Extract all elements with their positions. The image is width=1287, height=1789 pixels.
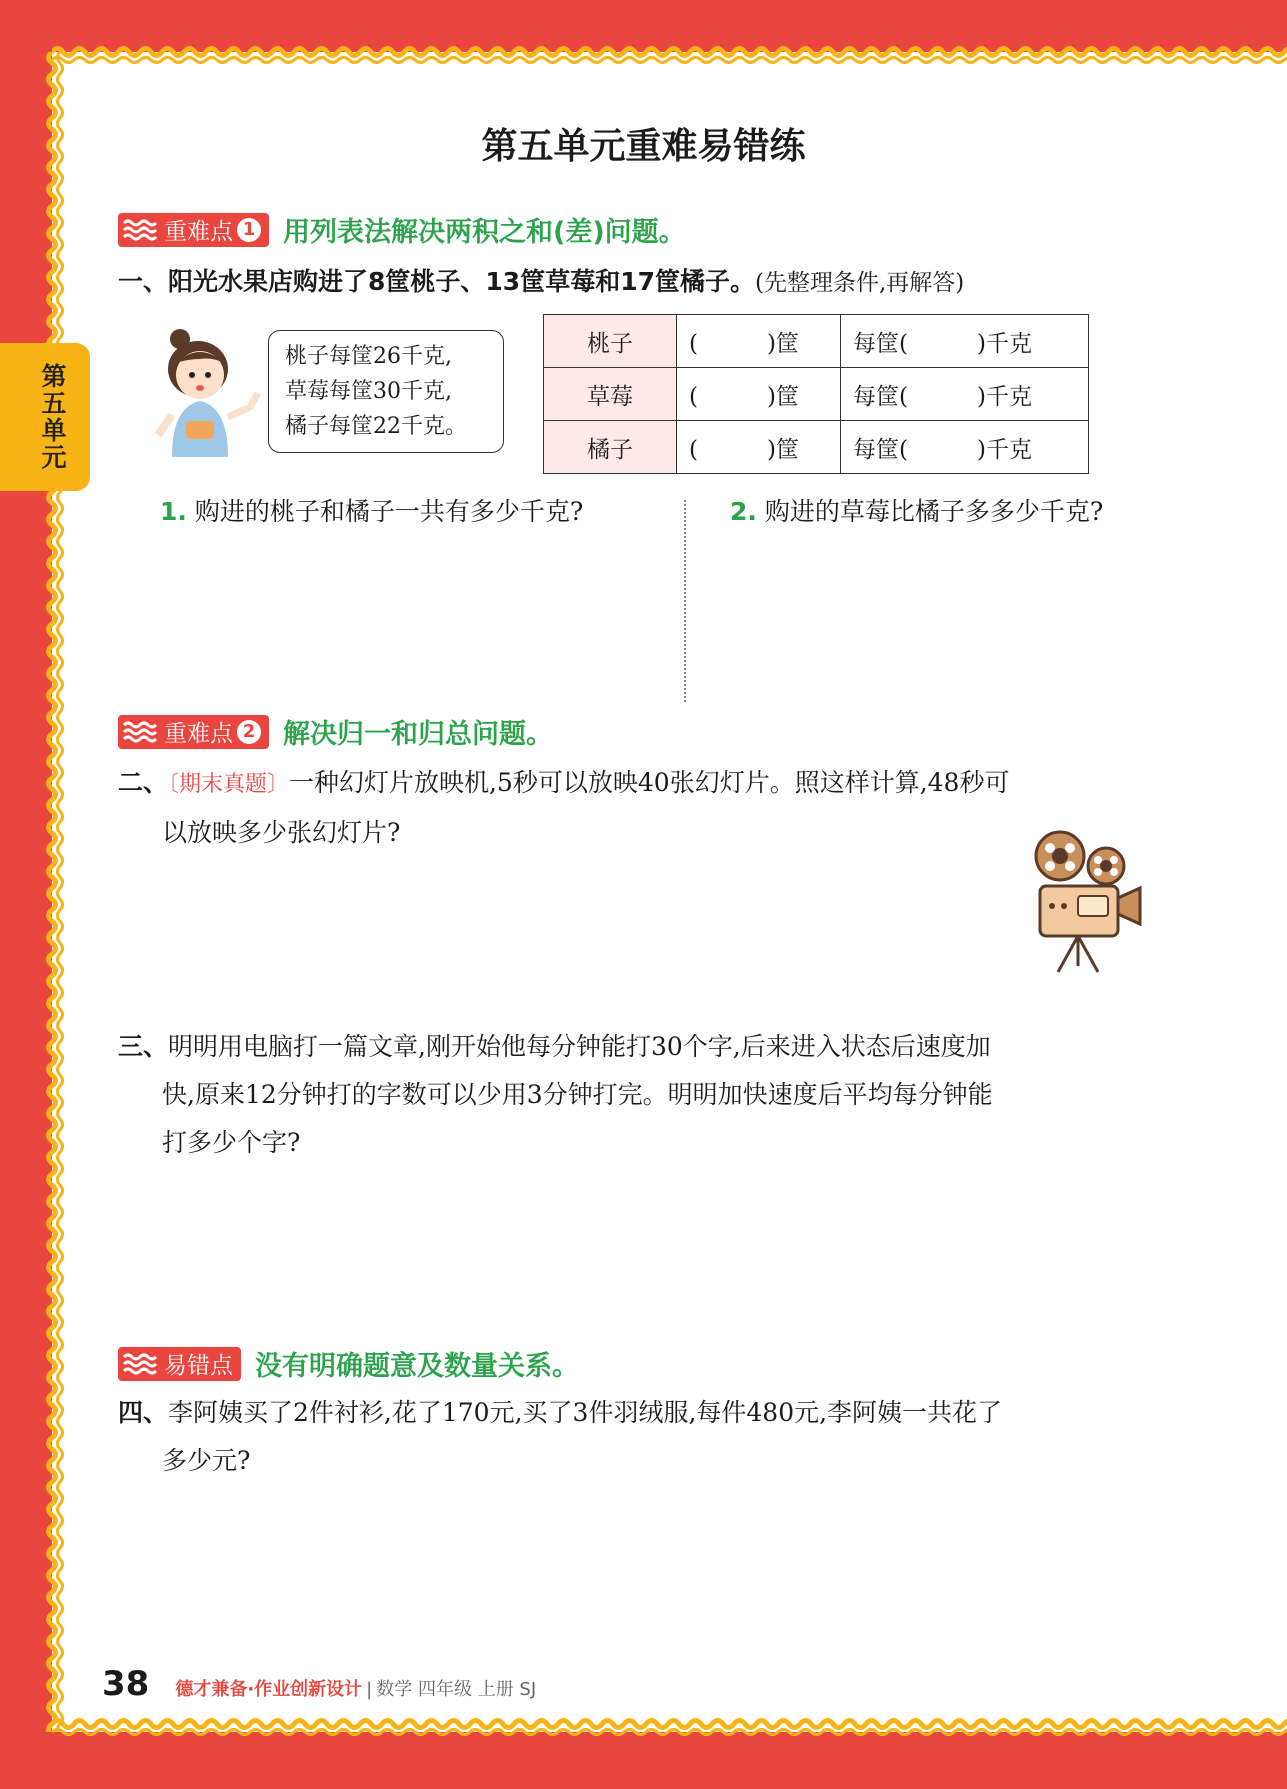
section-heading-3: 没有明确题意及数量关系。 xyxy=(255,1351,579,1382)
section-heading-2: 解决归一和归总问题。 xyxy=(283,719,553,750)
wavy-border-bottom xyxy=(52,1714,1287,1744)
table-row xyxy=(544,421,1089,474)
wave-lines-icon xyxy=(122,1351,158,1377)
dotted-divider xyxy=(684,500,686,702)
subquestion-1-number: 1. xyxy=(160,497,187,526)
section-heading-1: 用列表法解决两积之和(差)问题。 xyxy=(283,217,686,248)
girl-illustration xyxy=(150,325,265,460)
section-header-1 xyxy=(118,210,686,249)
question-4 xyxy=(118,1389,1002,1485)
exam-badge: 〔期末真题〕 xyxy=(168,772,290,797)
unit-side-tab-label: 第五单元 xyxy=(38,363,67,471)
key-point-tag-label: 重难点 xyxy=(164,721,233,747)
table-cell-weight[interactable]: 每筐( )千克 xyxy=(841,421,1089,474)
page-title: 第五单元重难易错练 xyxy=(481,126,806,167)
question-2-prefix: 二、 xyxy=(118,768,169,797)
wavy-border-left xyxy=(38,52,68,1732)
section-header-3 xyxy=(118,1344,579,1383)
wave-lines-icon xyxy=(122,719,158,745)
footer-brand: 德才兼备·作业创新设计 xyxy=(175,1679,363,1700)
table-cell-weight[interactable]: 每筐( )千克 xyxy=(841,368,1089,421)
footer-subject: 数学 四年级 上册 SJ xyxy=(376,1679,537,1700)
bubble-line-2: 草莓每筐30千克, xyxy=(285,379,452,404)
question-4-prefix: 四、 xyxy=(118,1398,169,1427)
wave-lines-icon xyxy=(122,217,158,243)
key-point-tag-1 xyxy=(118,213,269,247)
bubble-line-1: 桃子每筐26千克, xyxy=(285,344,452,369)
page-number: 38 xyxy=(102,1664,150,1704)
key-point-tag-number: 1 xyxy=(237,218,261,242)
table-cell-weight[interactable]: 每筐( )千克 xyxy=(841,315,1089,368)
subquestion-2-text: 购进的草莓比橘子多多少千克? xyxy=(764,497,1104,526)
subquestion-1 xyxy=(160,488,583,536)
key-point-tag-number: 2 xyxy=(237,720,261,744)
table-row xyxy=(544,368,1089,421)
wavy-border-top xyxy=(52,38,1287,68)
subquestion-2-number: 2. xyxy=(730,497,757,526)
page-footer xyxy=(102,1664,536,1704)
unit-side-tab xyxy=(0,343,90,491)
table-cell-name: 草莓 xyxy=(544,368,677,421)
key-point-tag-2 xyxy=(118,715,269,749)
question-2 xyxy=(118,759,1009,857)
error-prone-tag xyxy=(118,1347,241,1381)
speech-bubble xyxy=(268,330,504,453)
question-3-line-2: 快,原来12分钟打的字数可以少用3分钟打完。明明加快速度后平均每分钟能 xyxy=(162,1080,993,1109)
footer-separator: | xyxy=(366,1679,373,1700)
question-1 xyxy=(118,262,964,298)
question-3-prefix: 三、 xyxy=(118,1032,169,1061)
table-cell-count[interactable]: ( )筐 xyxy=(677,368,841,421)
table-cell-count[interactable]: ( )筐 xyxy=(677,421,841,474)
key-point-tag-label: 重难点 xyxy=(164,219,233,245)
table-cell-name: 橘子 xyxy=(544,421,677,474)
subquestion-2 xyxy=(730,488,1103,536)
section-header-2 xyxy=(118,712,553,751)
bubble-line-3: 橘子每筐22千克。 xyxy=(285,414,467,439)
table-cell-count[interactable]: ( )筐 xyxy=(677,315,841,368)
question-1-note: (先整理条件,再解答) xyxy=(755,270,965,296)
error-prone-tag-label: 易错点 xyxy=(164,1353,233,1379)
projector-illustration xyxy=(1026,826,1154,974)
question-3 xyxy=(118,1023,993,1167)
question-1-prefix: 一、 xyxy=(118,267,169,296)
question-3-line-1: 明明用电脑打一篇文章,刚开始他每分钟能打30个字,后来进入状态后速度加 xyxy=(168,1032,991,1061)
table-cell-name: 桃子 xyxy=(544,315,677,368)
question-2-line-1: 一种幻灯片放映机,5秒可以放映40张幻灯片。照这样计算,48秒可 xyxy=(289,768,1010,797)
subquestion-1-text: 购进的桃子和橘子一共有多少千克? xyxy=(194,497,584,526)
conditions-table xyxy=(543,314,1089,474)
question-3-line-3: 打多少个字? xyxy=(162,1128,301,1157)
table-row xyxy=(544,315,1089,368)
question-2-line-2: 以放映多少张幻灯片? xyxy=(162,818,401,847)
question-4-line-2: 多少元? xyxy=(162,1446,251,1475)
question-1-text: 阳光水果店购进了8筐桃子、13筐草莓和17筐橘子。 xyxy=(168,267,755,296)
question-4-line-1: 李阿姨买了2件衬衫,花了170元,买了3件羽绒服,每件480元,李阿姨一共花了 xyxy=(168,1398,1003,1427)
